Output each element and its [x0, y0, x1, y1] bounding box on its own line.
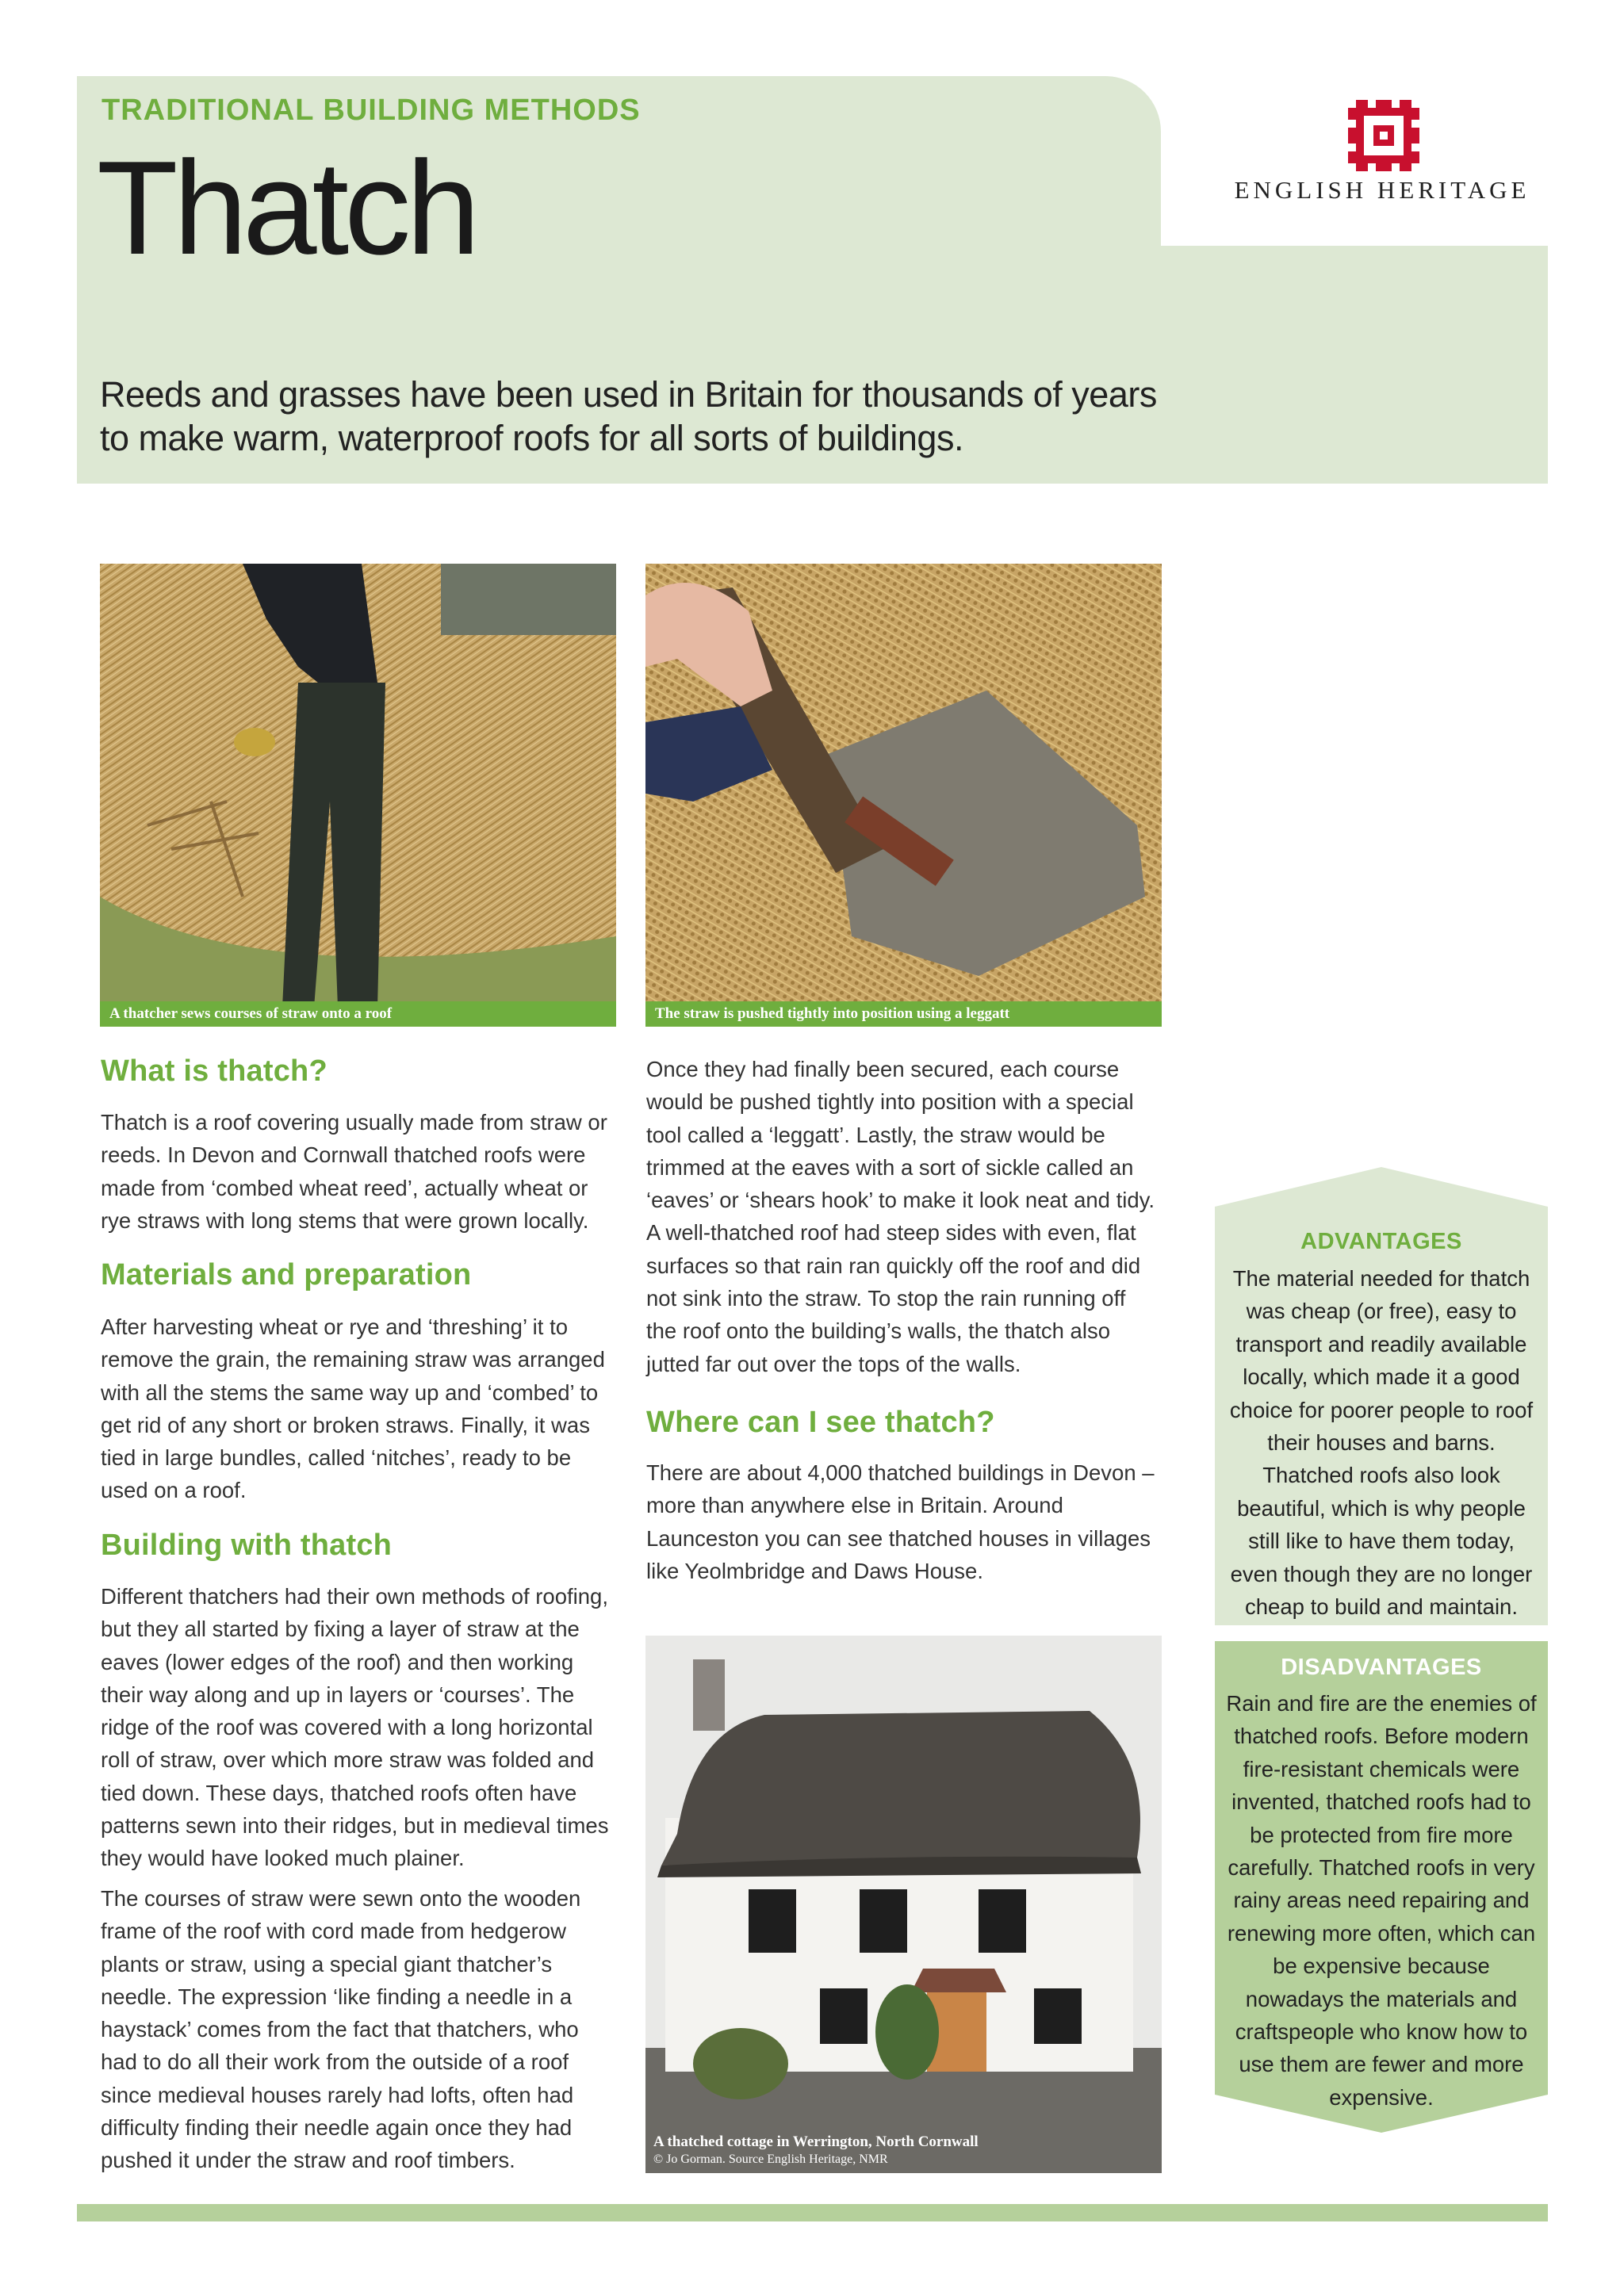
photo3-credit: © Jo Gorman. Source English Heritage, NMR — [653, 2152, 888, 2166]
page-title: Thatch — [97, 133, 476, 282]
photo-leggatt — [645, 564, 1162, 1027]
text-building-2: The courses of straw were sewn onto the wooden frame of the roof with cord made from hedgerow plants or straw, using a special giant thatcher’s needle. The expression ‘like finding a needle in a haystack’ comes from the fact that thatchers, who had to do all their work from the outside of a roof since medieval houses rarely had lofts, often had difficulty finding their needle again once they had pushed it under the straw and roof timbers. — [101, 1886, 581, 2173]
advantages-heading: ADVANTAGES — [1300, 1229, 1462, 1254]
photo1-caption: A thatcher sews courses of straw onto a roof — [100, 1001, 616, 1027]
photo2-caption: The straw is pushed tightly into position using a leggatt — [645, 1001, 1162, 1027]
photo-thatcher-sewing — [100, 564, 616, 1027]
photo3-caption: A thatched cottage in Werrington, North Cornwall — [653, 2133, 979, 2150]
heading-where: Where can I see thatch? — [646, 1406, 995, 1439]
advantages-text: The material needed for thatch was cheap (or free), easy to transport and readily available locally, which made it a good choice for poorer people to roof their houses and barns. Thatched roofs also look beautiful, which is why people still like to have them today, even though they are no longer cheap to build and maintain. — [1229, 1266, 1534, 1620]
text-building-3: Once they had finally been secured, each course would be pushed tightly into position with a special tool called a ‘leggatt’. Lastly, the straw would be trimmed at the eaves with a sort of sickle called an ‘eaves’ or ‘shears hook’ to make it look neat and tidy. A well-thatched roof had steep sides with even, flat surfaces so that rain ran quickly off the roof and did not sink into the straw. To stop the rain running off the roof onto the building’s walls, the thatch also jutted far out over the tops of the walls. — [646, 1057, 1155, 1376]
disadvantages-heading: DISADVANTAGES — [1281, 1655, 1482, 1680]
text-where: There are about 4,000 thatched buildings in Devon – more than anywhere else in Britain. Around Launceston you can see thatched houses in villages like Yeolmbridge and Daws House. — [646, 1460, 1155, 1583]
logo-wordmark: ENGLISH HERITAGE — [1234, 176, 1530, 204]
intro-text: Reeds and grasses have been used in Britain for thousands of years to make warm, waterproof roofs for all sorts of buildings. — [100, 374, 1157, 458]
photo-thatched-cottage — [645, 1636, 1162, 2173]
text-materials: After harvesting wheat or rye and ‘threshing’ it to remove the grain, the remaining straw was arranged with all the stems the same way up and ‘combed’ to get rid of any short or broken straws. Finally, it was tied in large bundles, called ‘nitches’, ready to be used on a roof. — [101, 1314, 605, 1503]
heading-building: Building with thatch — [101, 1529, 393, 1562]
text-building-1: Different thatchers had their own methods of roofing, but they all started by fixing a layer of straw at the eaves (lower edges of the roof) and then working their way along and up in layers or ‘courses’. The ridge of the roof was covered with a long horizontal roll of straw, over which more straw was folded and tied down. These days, thatched roofs often have patterns sewn into their ridges, but in medieval times they would have looked much plainer. — [101, 1584, 609, 1871]
english-heritage-logo-icon — [1348, 100, 1419, 171]
text-what-is-thatch: Thatch is a roof covering usually made from straw or reeds. In Devon and Cornwall thatched roofs were made from ‘combed wheat reed’, actually wheat or rye straws with long stems that were grown locally. — [101, 1110, 607, 1233]
heading-what-is-thatch: What is thatch? — [101, 1054, 327, 1088]
disadvantages-text: Rain and fire are the enemies of thatched roofs. Before modern fire-resistant chemicals were invented, thatched roofs had to be protected from fire more carefully. Thatched roofs in very rainy areas need repairing and renewing more often, which can be expensive because nowadays the materials and craftspeople who know how to use them are fewer and more expensive. — [1226, 1691, 1537, 2110]
footer-bar — [77, 2204, 1548, 2221]
heading-materials: Materials and preparation — [101, 1258, 472, 1292]
series-title: TRADITIONAL BUILDING METHODS — [102, 94, 641, 127]
